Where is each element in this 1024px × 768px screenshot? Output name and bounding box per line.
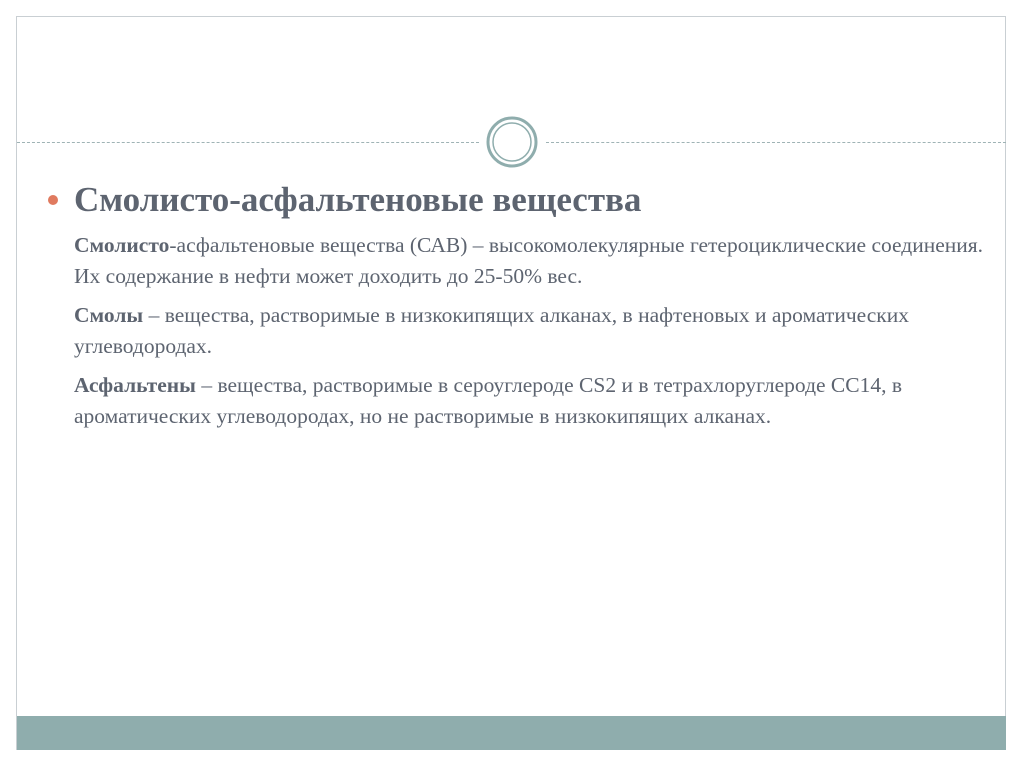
paragraph-asphaltenes — [74, 370, 988, 432]
term-asphaltenes: Асфальтены — [74, 373, 196, 397]
text-sav: -асфальтеновые вещества (САВ) – высокомолекулярные гетероциклические соединения. Их содержание в нефти может доходить до 25-50% вес. — [74, 233, 984, 288]
paragraph-sav — [74, 230, 988, 292]
divider-right — [546, 142, 1006, 143]
divider-left — [17, 142, 479, 143]
paragraph-resins — [74, 300, 988, 362]
circle-ornament-icon — [486, 116, 538, 168]
bullet-dot-icon — [48, 195, 58, 205]
text-asphaltenes: – вещества, растворимые в сероуглероде CS2 и в тетрахлоруглероде CC14, в ароматических углеводородах, но не растворимые в низкокипящих алканах. — [74, 373, 903, 428]
heading-row — [48, 178, 988, 222]
term-sav: Смолисто — [74, 233, 170, 257]
text-resins: – вещества, растворимые в низкокипящих алканах, в нафтеновых и ароматических углеводородах. — [74, 303, 909, 358]
slide-content — [48, 178, 988, 432]
term-resins: Смолы — [74, 303, 144, 327]
footer-bar — [17, 716, 1006, 750]
slide-heading: Смолисто-асфальтеновые вещества — [74, 180, 642, 219]
